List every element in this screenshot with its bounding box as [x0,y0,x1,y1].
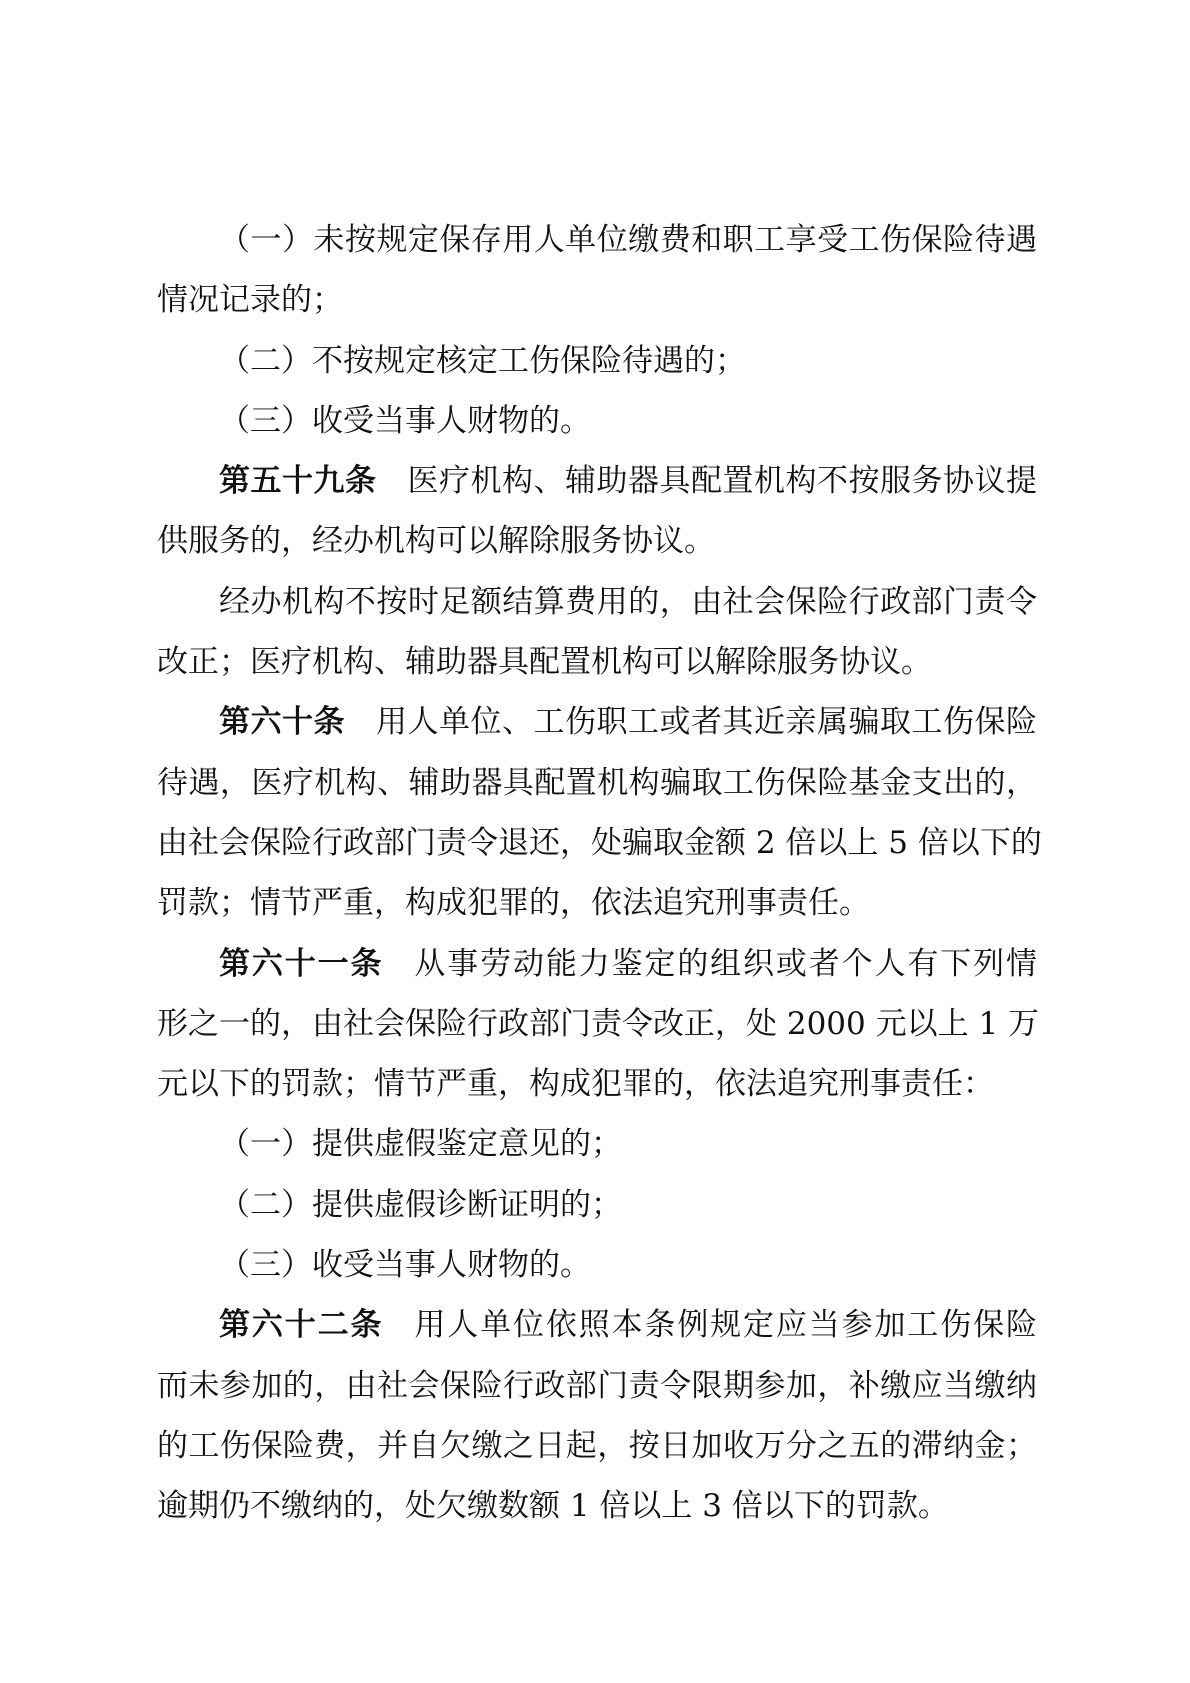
article-paragraph [157,934,1040,1115]
article-heading: 第六十二条 [219,1307,384,1344]
text-line [157,572,1037,632]
document-page [157,210,1042,1537]
text-line [157,873,1037,933]
line-text: （一）未按规定保存用人单位缴费和职工享受工伤保险待遇 [219,222,1037,258]
text-line [157,813,1042,873]
text-line [157,1054,1037,1114]
line-text: 用人单位依照本条例规定应当参加工伤保险 [414,1307,1038,1344]
text-line [157,1175,1037,1235]
text-line [157,692,1037,752]
line-text: 形之一的，由社会保险行政部门责令改正，处 2000 元以上 1 万 [157,1005,1040,1042]
article-paragraph [157,692,1042,933]
paragraph [157,391,1037,451]
article-heading: 第六十条 [219,704,345,741]
line-text: （二）不按规定核定工伤保险待遇的； [219,342,746,379]
line-text: 改正；医疗机构、辅助器具配置机构可以解除服务协议。 [157,644,932,681]
line-text: 供服务的，经办机构可以解除服务协议。 [157,523,715,560]
text-line [157,451,1037,511]
line-text: 的工伤保险费，并自欠缴之日起，按日加收万分之五的滞纳金； [157,1427,1037,1464]
article-heading: 第六十一条 [219,945,384,982]
text-line [157,994,1040,1054]
text-line [157,1416,1037,1476]
article-heading: 第五十九条 [219,463,377,500]
article-paragraph [157,451,1037,572]
paragraph [157,1175,1037,1235]
line-text: （三）收受当事人财物的。 [219,402,591,439]
line-text: 由社会保险行政部门责令退还，处骗取金额 2 倍以上 5 倍以下的 [157,824,1042,861]
paragraph [157,331,1037,391]
line-text: 逾期仍不缴纳的，处欠缴数额 1 倍以上 3 倍以下的罚款。 [157,1488,949,1525]
text-line [157,753,1037,813]
text-line [157,1476,1037,1536]
text-line [157,1295,1037,1355]
paragraph [157,210,1037,331]
paragraph [157,1114,1037,1174]
line-text: （三）收受当事人财物的。 [219,1247,591,1284]
text-line [157,391,1037,451]
line-text: 罚款；情节严重，构成犯罪的，依法追究刑事责任。 [157,885,870,922]
paragraph [157,1235,1037,1295]
line-text: 用人单位、工伤职工或者其近亲属骗取工伤保险 [376,704,1037,741]
text-line [157,1356,1037,1416]
article-paragraph [157,1295,1037,1536]
text-line [157,934,1037,994]
line-text: 元以下的罚款；情节严重，构成犯罪的，依法追究刑事责任： [157,1066,994,1103]
line-text: （二）提供虚假诊断证明的； [219,1186,622,1223]
text-line [157,632,1037,692]
text-line [157,270,1037,330]
text-line [157,210,1037,270]
line-text: 待遇，医疗机构、辅助器具配置机构骗取工伤保险基金支出的， [157,764,1037,801]
text-line [157,511,1037,571]
line-text: 而未参加的，由社会保险行政部门责令限期参加，补缴应当缴纳 [157,1367,1037,1404]
text-line [157,331,1037,391]
text-line [157,1235,1037,1295]
line-text: 医疗机构、辅助器具配置机构不按服务协议提 [407,463,1037,500]
text-line [157,1114,1037,1174]
line-text: 从事劳动能力鉴定的组织或者个人有下列情 [414,945,1038,982]
line-text: 情况记录的； [157,282,343,319]
line-text: （一）提供虚假鉴定意见的； [219,1126,622,1163]
line-text: 经办机构不按时足额结算费用的，由社会保险行政部门责令 [219,583,1037,620]
paragraph [157,572,1037,693]
